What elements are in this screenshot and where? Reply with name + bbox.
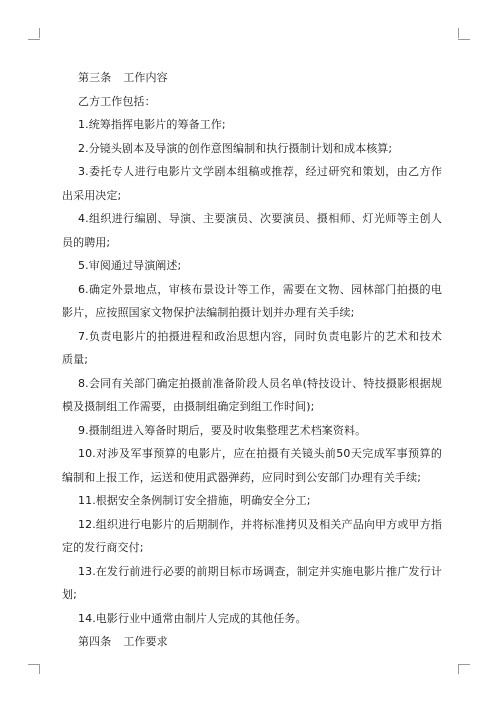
document-body (62, 66, 442, 654)
list-item: 2.分镜头剧本及导演的创作意图编制和执行摄制计划和成本核算; (78, 141, 393, 155)
section-title: 工作要求 (123, 635, 168, 648)
list-item: 14.电影行业中通常由制片人完成的其他任务。 (78, 611, 307, 625)
list-item: 11.根据安全条例制订安全措施，明确安全分工; (78, 494, 311, 507)
list-item: 7.负责电影片的拍摄进程和政治思想内容，同时负责电影片的艺术和技术质量; (62, 329, 442, 366)
crop-mark-top-right (458, 28, 470, 40)
crop-mark-top-left (28, 28, 40, 40)
list-item: 6.确定外景地点，审核布景设计等工作，需要在文物、园林部门拍摄的电影片，应按照国家文物保护法编制拍摄计划并办理有关手续; (62, 282, 442, 319)
crop-mark-bottom-right (458, 664, 470, 676)
section-number: 第三条 (78, 71, 112, 84)
list-item: 8.会同有关部门确定拍摄前准备阶段人员名单(特技设计、特技摄影根据规模及摄制组工作需要，由摄制组确定到组工作时间); (62, 376, 442, 413)
list-item: 13.在发行前进行必要的前期目标市场调查，制定并实施电影片推广发行计划; (62, 564, 442, 601)
intro-paragraph: 乙方工作包括： (78, 94, 156, 108)
section-number: 第四条 (78, 635, 112, 648)
list-item: 12.组织进行电影片的后期制作，并将标准拷贝及相关产品向甲方或甲方指定的发行商交付; (62, 517, 442, 554)
list-item: 4.组织进行编剧、导演、主要演员、次要演员、摄相师、灯光师等主创人员的聘用; (62, 212, 442, 249)
list-item: 5.审阅通过导演阐述; (78, 259, 182, 272)
list-item: 3.委托专人进行电影片文学剧本组稿或推荐，经过研究和策划，由乙方作出采用决定; (62, 165, 442, 202)
list-item: 10.对涉及军事预算的电影片，应在拍摄有关镜头前50天完成军事预算的编制和上报工作，运送和使用武器弹药，应同时到公安部门办理有关手续; (62, 447, 442, 484)
section-title: 工作内容 (123, 71, 168, 84)
list-item: 9.摄制组进入筹备时期后，要及时收集整理艺术档案资料。 (78, 423, 367, 437)
section-heading-4 (62, 630, 442, 654)
section-heading-3 (62, 66, 442, 90)
crop-mark-bottom-left (28, 664, 40, 676)
list-item: 1.统筹指挥电影片的筹备工作; (78, 118, 226, 131)
